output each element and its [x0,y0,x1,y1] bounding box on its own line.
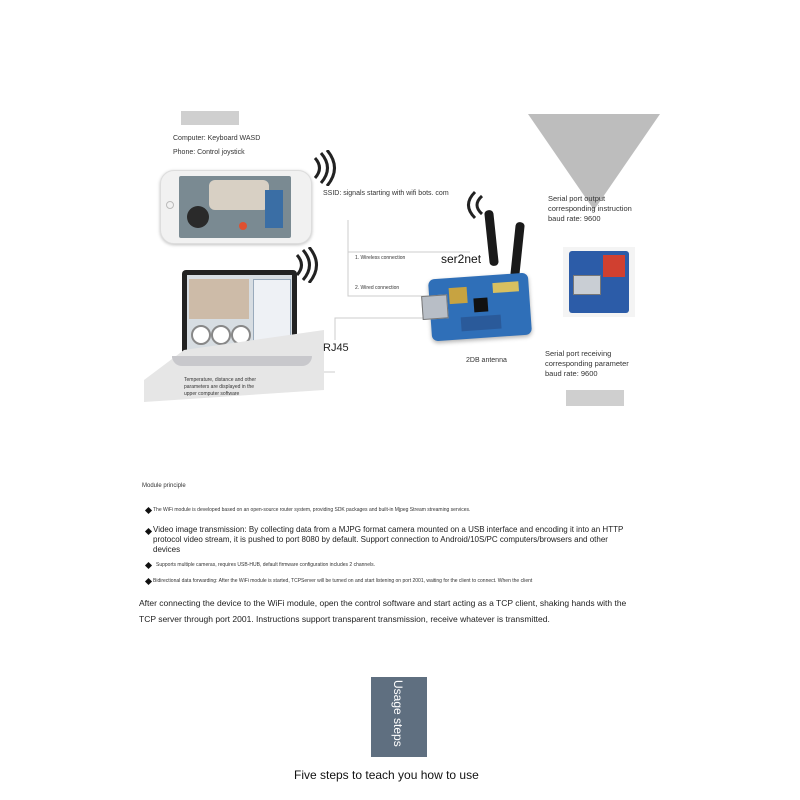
rj45-label: RJ45 [323,342,349,354]
usb-board-image [563,247,635,317]
usage-steps-tab [371,677,427,757]
usage-subtitle: Five steps to teach you how to use [294,768,479,782]
antenna-label: 2DB antenna [466,357,507,364]
ser2net-label: ser2net [441,252,482,266]
usage-steps-label: Usage steps [391,680,405,747]
principle-heading: Module principle [142,483,186,489]
wireless-label: 1. Wireless connection [355,255,406,261]
serial-out-label: Serial port output corresponding instruction baud rate: 9600 [548,194,632,223]
ssid-label: SSID: signals starting with wifi bots. com [323,190,449,197]
serial-in-label: Serial port receiving corresponding parameter baud rate: 9600 [545,349,629,378]
principle-item: Video image transmission: By collecting data from a MJPG format camera mounted on a USB interface and encoding it into an HTTP protocol video stream, it is pushed to port 8080 by default. Support connection to Android/10S/PC computers/browsers and other devices [153,525,624,554]
principle-item: The WiFi module is developed based on an open-source router system, providing SDK packages and built-in Mjpeg Stream streaming services. [153,507,471,513]
wired-label: 2. Wired connection [355,285,400,291]
right-gray-tab [566,390,624,406]
phone-label: Phone: Control joystick [173,149,245,156]
wifi-module-board [428,273,532,342]
principle-paragraph: After connecting the device to the WiFi module, open the control software and start acting as a TCP client, shaking hands with the TCP server through port 2001. Instructions support transparent transmission, receive whatever is transmitted. [139,598,627,624]
principle-item: Supports multiple cameras, requires USB-HUB, default firmware configuration includes 2 channels. [156,562,375,568]
principle-item: Bidirectional data forwarding: After the WiFi module is started, TCPServer will be turned on and start listening on port 2001, waiting for the client to connect. When the client [153,578,533,584]
computer-label: Computer: Keyboard WASD [173,135,261,142]
laptop-caption: Temperature, distance and other parameters are displayed in the upper computer software [184,377,256,397]
laptop-base [172,356,312,366]
